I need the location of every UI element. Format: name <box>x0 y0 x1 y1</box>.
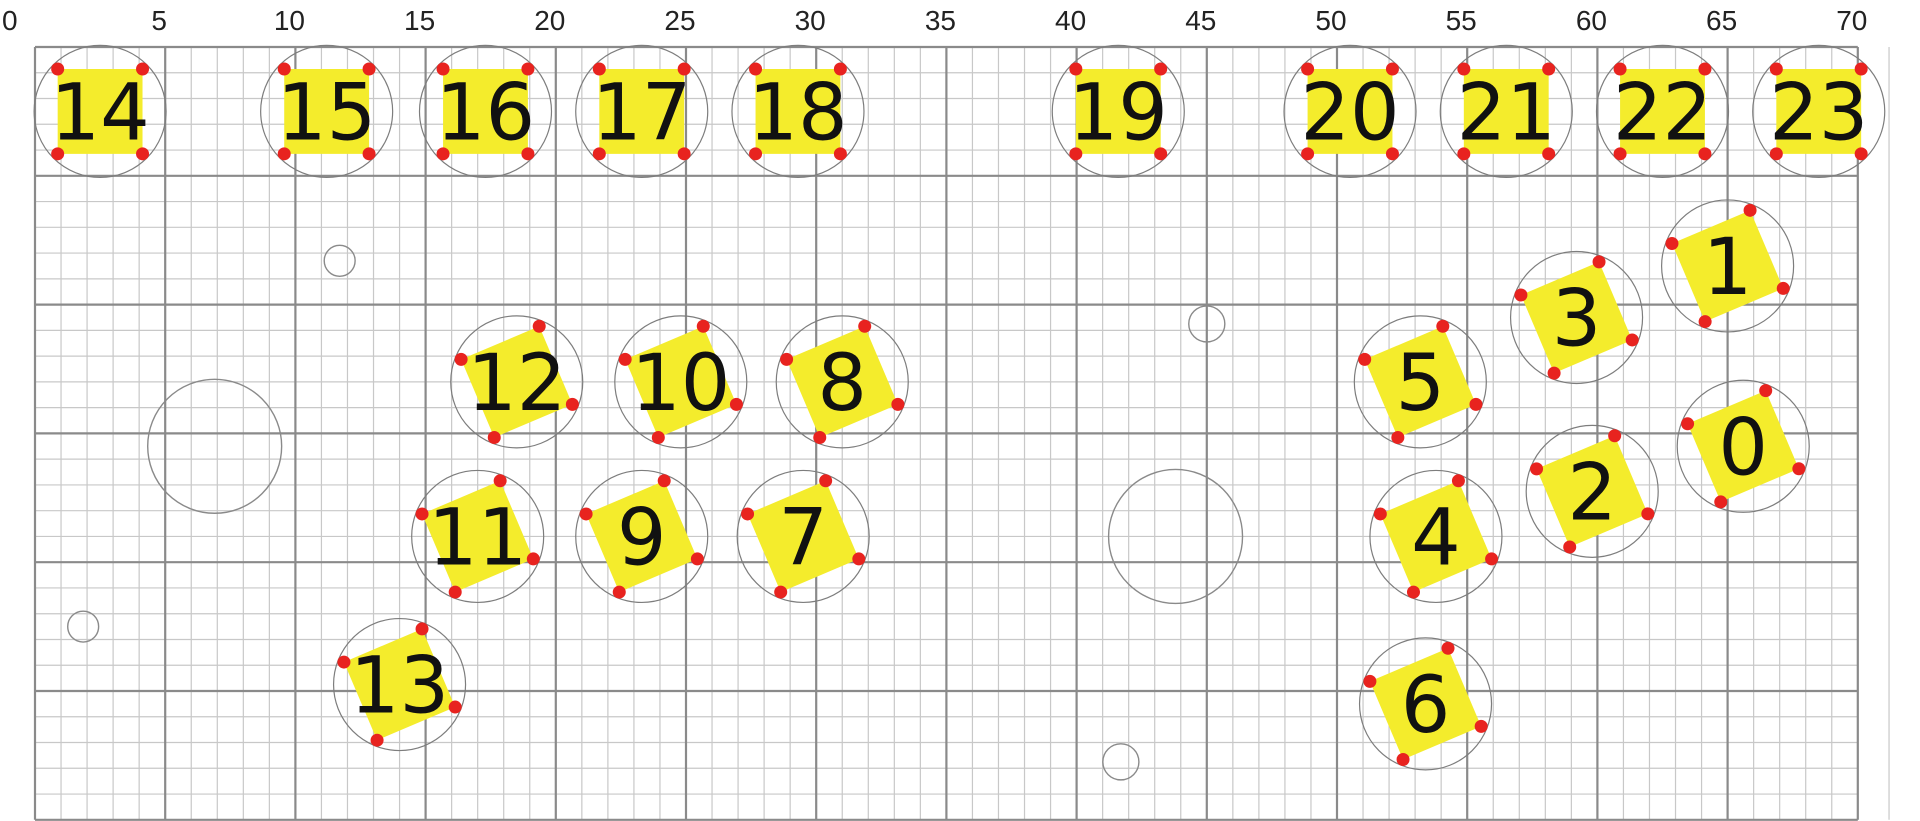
piece-label: 9 <box>616 493 667 584</box>
free-circle <box>148 379 282 513</box>
corner-dot <box>891 398 904 411</box>
corner-dot <box>691 552 704 565</box>
x-tick-label: 25 <box>664 5 696 36</box>
corner-dot <box>1641 507 1654 520</box>
corner-dot <box>819 474 832 487</box>
piece-12 <box>451 316 583 448</box>
x-tick-label: 40 <box>1055 5 1087 36</box>
x-tick-label: 50 <box>1315 5 1347 36</box>
corner-dot <box>1548 367 1561 380</box>
piece-label: 15 <box>277 68 377 159</box>
piece-label: 8 <box>817 338 868 429</box>
piece-19 <box>1052 45 1184 177</box>
piece-17 <box>576 45 708 177</box>
corner-dot <box>652 431 665 444</box>
corner-dot <box>813 431 826 444</box>
piece-label: 19 <box>1068 68 1168 159</box>
x-tick-label: 30 <box>794 5 826 36</box>
corner-dot <box>852 552 865 565</box>
corner-dot <box>1407 586 1420 599</box>
corner-dot <box>1514 289 1527 302</box>
piece-label: 14 <box>50 68 150 159</box>
corner-dot <box>1759 384 1772 397</box>
corner-dot <box>619 353 632 366</box>
corner-dot <box>780 353 793 366</box>
corner-dot <box>1530 462 1543 475</box>
corner-dot <box>1436 320 1449 333</box>
free-circle <box>1103 744 1139 780</box>
piece-2 <box>1526 425 1658 557</box>
corner-dot <box>488 431 501 444</box>
corner-dot <box>527 552 540 565</box>
corner-dot <box>1397 753 1410 766</box>
corner-dot <box>858 320 871 333</box>
corner-dot <box>1475 720 1488 733</box>
piece-label: 7 <box>778 493 829 584</box>
corner-dot <box>1665 237 1678 250</box>
piece-label: 18 <box>748 68 848 159</box>
corner-dot <box>416 507 429 520</box>
corner-dot <box>774 586 787 599</box>
corner-dot <box>1777 282 1790 295</box>
corner-dot <box>1452 474 1465 487</box>
piece-6 <box>1360 638 1492 770</box>
corner-dot <box>1681 417 1694 430</box>
piece-label: 17 <box>592 68 692 159</box>
corner-dot <box>1593 255 1606 268</box>
piece-22 <box>1597 45 1729 177</box>
piece-3 <box>1511 251 1643 383</box>
x-tick-label: 55 <box>1445 5 1477 36</box>
piece-label: 5 <box>1395 338 1446 429</box>
corner-dot <box>1469 398 1482 411</box>
corner-dot <box>1792 462 1805 475</box>
x-tick-label: 60 <box>1575 5 1607 36</box>
piece-label: 4 <box>1411 493 1461 584</box>
corner-dot <box>533 320 546 333</box>
piece-label: 20 <box>1300 68 1400 159</box>
corner-dot <box>1699 315 1712 328</box>
piece-label: 3 <box>1551 274 1602 365</box>
corner-dot <box>1744 204 1757 217</box>
piece-14 <box>34 45 166 177</box>
corner-dot <box>494 474 507 487</box>
corner-dot <box>1608 429 1621 442</box>
piece-label: 10 <box>631 338 731 429</box>
corner-dot <box>1363 675 1376 688</box>
piece-10 <box>615 316 747 448</box>
corner-dot <box>566 398 579 411</box>
x-tick-label: 5 <box>151 5 167 36</box>
corner-dot <box>1358 353 1371 366</box>
piece-label: 12 <box>467 338 567 429</box>
corner-dot <box>416 622 429 635</box>
corner-dot <box>1714 495 1727 508</box>
piece-0 <box>1677 380 1809 512</box>
corner-dot <box>1442 642 1455 655</box>
x-axis-labels <box>2 5 1867 36</box>
corner-dot <box>1563 540 1576 553</box>
corner-dot <box>1485 552 1498 565</box>
piece-20 <box>1284 45 1416 177</box>
x-tick-label: 15 <box>404 5 436 36</box>
piece-label: 11 <box>428 493 528 584</box>
piece-label: 13 <box>349 641 450 732</box>
piece-label: 0 <box>1718 403 1769 494</box>
piece-15 <box>261 45 393 177</box>
corner-dot <box>1374 507 1387 520</box>
corner-dot <box>371 734 384 747</box>
corner-dot <box>613 586 626 599</box>
x-tick-label: 35 <box>924 5 956 36</box>
piece-label: 1 <box>1702 222 1753 313</box>
corner-dot <box>455 353 468 366</box>
corner-dot <box>658 474 671 487</box>
piece-label: 16 <box>435 68 536 159</box>
piece-21 <box>1440 45 1572 177</box>
piece-16 <box>419 45 551 177</box>
free-circle <box>324 245 355 276</box>
piece-label: 23 <box>1769 68 1869 159</box>
corner-dot <box>449 586 462 599</box>
x-tick-label: 20 <box>534 5 566 36</box>
piece-label: 21 <box>1456 68 1556 159</box>
corner-dot <box>580 507 593 520</box>
piece-23 <box>1753 45 1885 177</box>
free-circle <box>68 611 99 642</box>
x-tick-label: 65 <box>1706 5 1738 36</box>
piece-label: 2 <box>1567 448 1618 539</box>
piece-label: 22 <box>1612 68 1713 159</box>
corner-dot <box>697 320 710 333</box>
major-grid <box>35 47 1858 820</box>
x-tick-label: 70 <box>1836 5 1868 36</box>
corner-dot <box>449 701 462 714</box>
piece-18 <box>732 45 864 177</box>
corner-dot <box>741 507 754 520</box>
x-tick-label: 0 <box>2 5 18 36</box>
corner-dot <box>1391 431 1404 444</box>
corner-dot <box>730 398 743 411</box>
corner-dot <box>337 656 350 669</box>
x-tick-label: 45 <box>1185 5 1217 36</box>
corner-dot <box>1626 333 1639 346</box>
x-tick-label: 10 <box>273 5 305 36</box>
piece-label: 6 <box>1400 660 1451 751</box>
